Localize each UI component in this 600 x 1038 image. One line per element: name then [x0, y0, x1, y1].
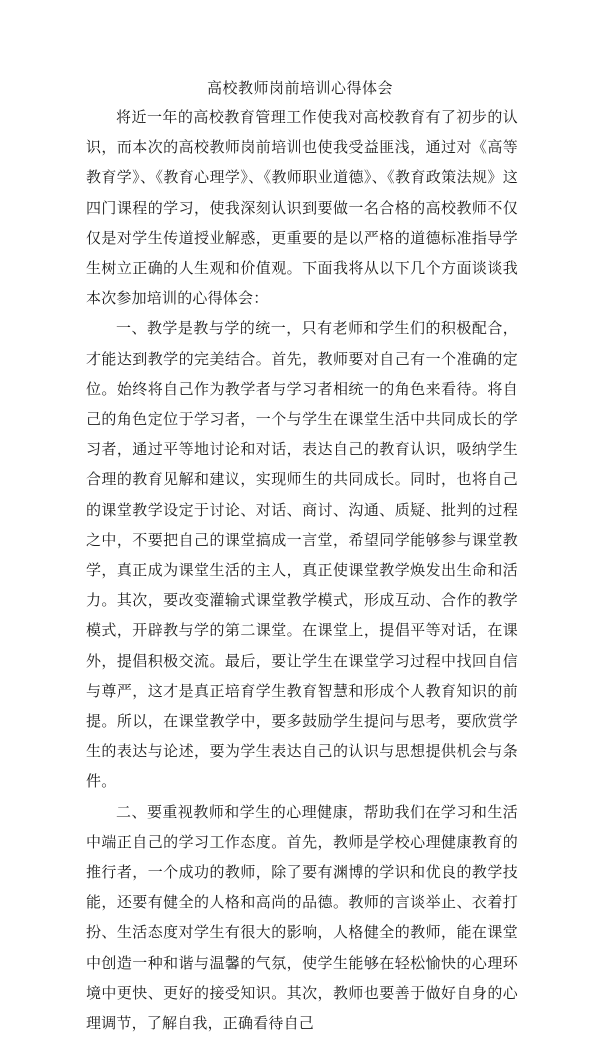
paragraph-section-two: 二、要重视教师和学生的心理健康，帮助我们在学习和生活中端正自己的学习工作态度。首先，教师是学校心理健康教育的推行者，一个成功的教师，除了要有渊博的学识和优良的教学技能，还要有健全的人格和高尚的品德。教师的言谈举止、衣着打扮、生活态度对学生有很大的影响，人格健全的教师，能在课堂中创造一种和谐与温馨的气氛，使学生能够在轻松愉快的心理环境中更快、更好的接受知识。其次，教师也要善于做好自身的心理调节，了解自我，正确看待自己 [86, 802, 518, 1033]
document-title: 高校教师岗前培训心得体会 [206, 79, 393, 97]
paragraph-section-one: 一、教学是教与学的统一，只有老师和学生们的积极配合，才能达到教学的完美结合。首先，教师要对自己有一个准确的定位。始终将自己作为教学者与学习者相统一的角色来看待。将自己的角色定位于学习者，一个与学生在课堂生活中共同成长的学习者，通过平等地讨论和对话，表达自己的教育认识，吸纳学生合理的教育见解和建议，实现师生的共同成长。同时，也将自己的课堂教学设定于讨论、对话、商讨、沟通、质疑、批判的过程之中，不要把自己的课堂搞成一言堂，希望同学能够参与课堂教学，真正成为课堂生活的主人，真正使课堂教学焕发出生命和活力。其次，要改变灌输式课堂教学模式，形成互动、合作的教学模式，开辟教与学的第二课堂。在课堂上，提倡平等对话，在课外，提倡积极交流。最后，要让学生在课堂学习过程中找回自信与尊严，这才是真正培育学生教育智慧和形成个人教育知识的前提。所以，在课堂教学中，要多鼓励学生提问与思考，要欣赏学生的表达与论述，要为学生表达自己的认识与思想提供机会与条件。 [86, 319, 518, 791]
document-body [86, 102, 518, 1038]
paragraph-intro: 将近一年的高校教育管理工作使我对高校教育有了初步的认识，而本次的高校教师岗前培训也使我受益匪浅，通过对《高等教育学》、《教育心理学》、《教师职业道德》、《教育政策法规》这四门课程的学习，使我深刻认识到要做一名合格的高校教师不仅仅是对学生传道授业解惑，更重要的是以严格的道德标准指导学生树立正确的人生观和价值观。下面我将从以下几个方面谈谈我本次参加培训的心得体会： [86, 108, 518, 308]
